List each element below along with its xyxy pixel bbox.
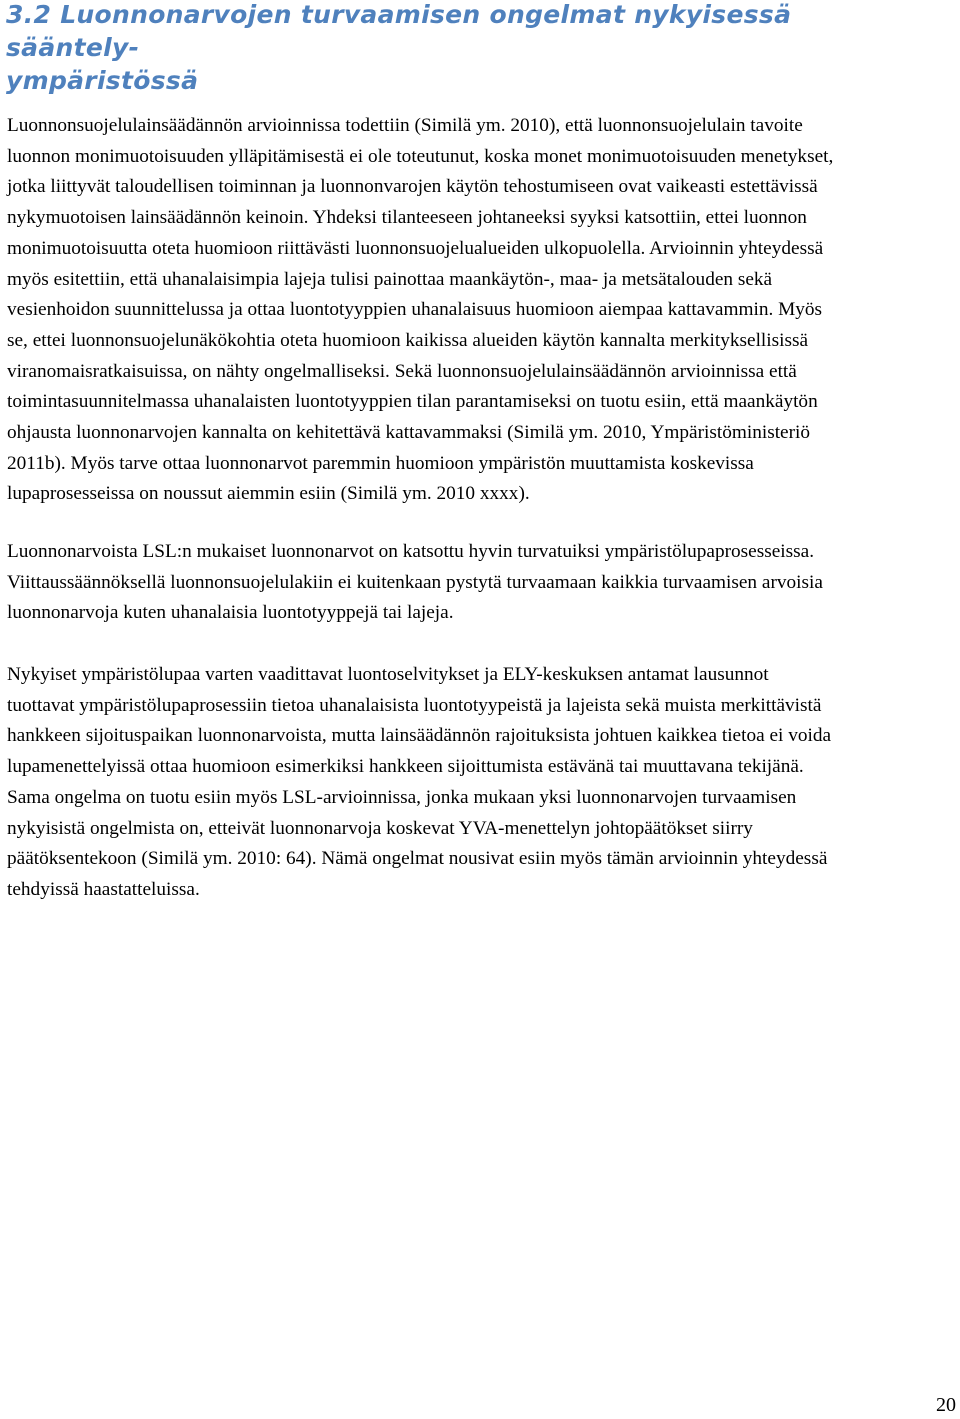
paragraph-line: lupamenettelyissä ottaa huomioon esimerkiksi hankkeen sijoittumista estävänä tai muuttavana tekijänä. [7,756,804,778]
paragraph-line: Nykyiset ympäristölupaa varten vaadittavat luontoselvitykset ja ELY-keskuksen antamat lausunnot [7,664,769,685]
paragraph-line: päätöksentekoon (Similä ym. 2010: 64). Nämä ongelmat nousivat esiin myös tämän arvioinnin yhteydessä [7,848,828,870]
paragraph-line: Luonnonsuojelulainsäädännön arvioinnissa todettiin (Similä ym. 2010), että luonnonsuojelulain tavoite [7,115,803,136]
paragraph-line: lupaprosesseissa on noussut aiemmin esiin (Similä ym. 2010 xxxx). [7,483,530,505]
paragraph-line: se, ettei luonnonsuojelunäkökohtia oteta huomioon kaikissa alueiden käytön kannalta merkityksellisissä [7,329,809,351]
paragraph-line: nykymuotoisen lainsäädännön keinoin. Yhdeksi tilanteeseen johtaneeksi syyksi katsottiin, ettei luonnon [7,207,807,229]
body-paragraph [7,537,947,629]
paragraph-line: monimuotoisuutta oteta huomioon riittävästi luonnonsuojelualueiden ulkopuolella. Arvioinnin yhteydessä [7,237,824,259]
paragraph-line: luonnon monimuotoisuuden ylläpitämisestä ei ole toteutunut, koska monet monimuotoisuuden menetykset, [7,145,834,167]
paragraph-line: vesienhoidon suunnittelussa ja ottaa luontotyyppien uhanalaisuus huomioon aiempaa kattavammin. Myös [7,299,823,321]
section-heading [6,0,906,97]
paragraph-line: Sama ongelma on tuotu esiin myös LSL-arvioinnissa, jonka mukaan yksi luonnonarvojen turvaamisen [7,786,797,808]
paragraph-line: jotka liittyvät taloudellisen toiminnan ja luonnonvarojen käytön tehostumiseen ovat vaikeasti estettävissä [7,176,818,198]
paragraph-line: nykyisistä ongelmista on, etteivät luonnonarvoja koskevat YVA-menettelyn johtopäätökset siirry [7,817,753,839]
section-heading-line: 3.2 Luonnonarvojen turvaamisen ongelmat nykyisessä sääntely- [6,0,792,62]
paragraph-line: Luonnonarvoista LSL:n mukaiset luonnonarvot on katsottu hyvin turvatuiksi ympäristölupaprosesseissa. [7,541,815,562]
section-heading-line: ympäristössä [6,66,199,95]
paragraph-line: tuottavat ympäristölupaprosessiin tietoa uhanalaisista luontotyypeistä ja lajeista sekä muista merkittävistä [7,694,822,716]
paragraph-line: viranomaisratkaisuissa, on nähty ongelmalliseksi. Sekä luonnonsuojelulainsäädännön arvioinnissa että [7,360,797,382]
paragraph-line: 2011b). Myös tarve ottaa luonnonarvot paremmin huomioon ympäristön muuttamista koskevissa [7,452,754,474]
body-paragraph [7,111,947,510]
paragraph-line: toimintasuunnitelmassa uhanalaisten luontotyyppien tilan parantamiseksi on tuotu esiin, että maankäytön [7,391,818,413]
paragraph-line: luonnonarvoja kuten uhanalaisia luontotyyppejä tai lajeja. [7,602,454,624]
paragraph-line: ohjausta luonnonarvojen kannalta on kehitettävä kattavammaksi (Similä ym. 2010, Ympäristöministeriö [7,422,811,444]
paragraph-line: hankkeen sijoituspaikan luonnonarvoista, mutta lainsäädännön rajoituksista johtuen kaikkea tietoa ei voida [7,725,832,747]
paragraph-line: myös esitettiin, että uhanalaisimpia lajeja tulisi painottaa maankäytön-, maa- ja metsätalouden sekä [7,268,773,290]
page-number: 20 [936,1394,956,1416]
paragraph-line: Viittaussäännöksellä luonnonsuojelulakiin ei kuitenkaan pystytä turvaamaan kaikkia turvaamisen arvoisia [7,571,823,593]
body-paragraph [7,660,947,906]
paragraph-line: tehdyissä haastatteluissa. [7,878,200,900]
